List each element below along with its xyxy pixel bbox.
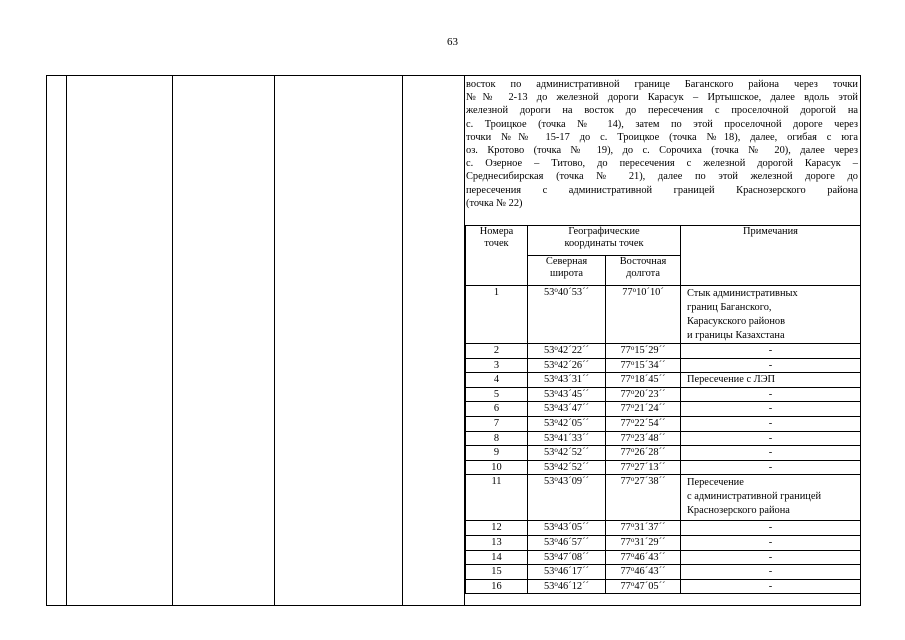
latitude-cell: $53^о41´33´´$ (528, 431, 606, 446)
note-line: - (768, 417, 773, 429)
note-cell (681, 416, 861, 431)
point-number: 15 (466, 565, 528, 580)
note-line: - (768, 551, 773, 563)
note-cell (681, 286, 861, 344)
note-line: Пересечение с ЛЭП (687, 374, 776, 386)
paragraph-line: точки №№ 15-17 до с. Троицкое (точка №18), далее, огибая с юга (466, 131, 858, 143)
coordinates-table (465, 225, 861, 594)
latitude-cell: $53^о42´26´´$ (528, 358, 606, 373)
point-number: 2 (466, 344, 528, 359)
longitude-cell: $77^о20´23´´$ (606, 387, 681, 402)
longitude-cell: $77^о26´28´´$ (606, 446, 681, 461)
longitude-cell: $77^о15´29´´$ (606, 344, 681, 359)
latitude-cell: $53^о46´17´´$ (528, 565, 606, 580)
note-cell (681, 402, 861, 417)
latitude-cell: $53^о40´53´´$ (528, 286, 606, 344)
paragraph-line: №№ 2-13 до железной дороги Карасук – Иртышское, далее вдоль этой (466, 92, 858, 104)
note-line: - (768, 522, 773, 534)
latitude-cell: $53^о42´52´´$ (528, 460, 606, 475)
point-number: 9 (466, 446, 528, 461)
note-line: - (768, 403, 773, 415)
point-number: 11 (466, 475, 528, 521)
table-row (466, 535, 861, 550)
table-row (466, 358, 861, 373)
note-line: - (768, 345, 773, 356)
point-number: 14 (466, 550, 528, 565)
longitude-cell: $77^о46´43´´$ (606, 565, 681, 580)
note-line: - (768, 461, 773, 473)
latitude-cell: $53^о43´09´´$ (528, 475, 606, 521)
paragraph-line: с. Троицкое (точка № 14), затем по этой проселочной дороге через (466, 118, 858, 130)
point-number: 16 (466, 579, 528, 594)
point-number: 5 (466, 387, 528, 402)
longitude-cell: $77^о27´38´´$ (606, 475, 681, 521)
longitude-cell: $77^о46´43´´$ (606, 550, 681, 565)
table-row (466, 446, 861, 461)
point-number: 13 (466, 535, 528, 550)
longitude-cell: $77^о31´37´´$ (606, 521, 681, 536)
longitude-cell: $77^о31´29´´$ (606, 535, 681, 550)
table-row (466, 373, 861, 388)
note-cell (681, 565, 861, 580)
note-cell (681, 358, 861, 373)
note-cell (681, 521, 861, 536)
table-row (466, 460, 861, 475)
table-row (466, 344, 861, 359)
latitude-cell: $53^о46´12´´$ (528, 579, 606, 594)
header-coordinates: Географические координаты точек (528, 226, 681, 256)
note-line: - (768, 388, 773, 400)
note-line: границ Баганского, (687, 302, 772, 313)
note-line: - (768, 447, 773, 459)
longitude-cell: $77^о21´24´´$ (606, 402, 681, 417)
boundary-description (466, 78, 858, 210)
note-line: - (768, 432, 773, 444)
paragraph-line: оз. Кротово (точка № 19), до с. Сорочиха (точка № 20), далее через (466, 145, 858, 157)
header-notes: Примечания (681, 226, 861, 286)
note-cell (681, 431, 861, 446)
paragraph-line: пересечения с административной границей Краснозерского района (466, 184, 858, 196)
table-row (466, 416, 861, 431)
latitude-cell: $53^о46´57´´$ (528, 535, 606, 550)
point-number: 10 (466, 460, 528, 475)
column-divider (172, 75, 173, 606)
latitude-cell: $53^о43´31´´$ (528, 373, 606, 388)
note-cell (681, 460, 861, 475)
page-number: 63 (447, 36, 458, 48)
note-cell (681, 387, 861, 402)
note-cell (681, 373, 861, 388)
table-row (466, 475, 861, 521)
point-number: 3 (466, 358, 528, 373)
table-row (466, 286, 861, 344)
note-cell (681, 475, 861, 521)
note-cell (681, 446, 861, 461)
note-line: - (768, 566, 773, 578)
longitude-cell: $77^о18´45´´$ (606, 373, 681, 388)
header-longitude: Восточная долгота (606, 256, 681, 286)
table-row (466, 431, 861, 446)
paragraph-line: железной дороги на восток до пересечения с проселочной дорогой на (466, 105, 858, 117)
latitude-cell: $53^о43´45´´$ (528, 387, 606, 402)
note-line: - (768, 580, 773, 592)
table-row (466, 521, 861, 536)
table-row (466, 565, 861, 580)
latitude-cell: $53^о47´08´´$ (528, 550, 606, 565)
point-number: 8 (466, 431, 528, 446)
paragraph-line: (точка № 22) (466, 197, 523, 209)
longitude-cell: $77^о15´34´´$ (606, 358, 681, 373)
latitude-cell: $53^о43´47´´$ (528, 402, 606, 417)
latitude-cell: $53^о42´22´´$ (528, 344, 606, 359)
note-cell (681, 550, 861, 565)
point-number: 7 (466, 416, 528, 431)
note-line: с административной границей (687, 491, 822, 503)
point-number: 12 (466, 521, 528, 536)
point-number: 4 (466, 373, 528, 388)
longitude-cell: $77^о47´05´´$ (606, 579, 681, 594)
note-cell (681, 579, 861, 594)
latitude-cell: $53^о42´52´´$ (528, 446, 606, 461)
column-divider (66, 75, 67, 606)
note-line: Карасукского районов (687, 316, 786, 327)
longitude-cell: $77^о27´13´´$ (606, 460, 681, 475)
longitude-cell: $77^о23´48´´$ (606, 431, 681, 446)
paragraph-line: восток по административной границе Баганского района через точки (466, 79, 858, 90)
note-line: и границы Казахстана (687, 330, 785, 341)
point-number: 6 (466, 402, 528, 417)
paragraph-line: Среднесибирская (точка № 21), далее по этой железной дороге до (466, 171, 858, 183)
column-divider (402, 75, 403, 606)
table-row (466, 579, 861, 594)
table-row (466, 550, 861, 565)
longitude-cell: $77^о22´54´´$ (606, 416, 681, 431)
note-line: - (768, 536, 773, 548)
note-line: Стык административных (687, 288, 798, 299)
latitude-cell: $53^о42´05´´$ (528, 416, 606, 431)
header-points: Номера точек (466, 226, 528, 286)
column-divider (274, 75, 275, 606)
note-cell (681, 344, 861, 359)
table-row (466, 387, 861, 402)
note-line: Пересечение (687, 477, 744, 489)
note-line: - (768, 359, 773, 371)
header-latitude: Северная широта (528, 256, 606, 286)
note-line: Краснозерского района (687, 505, 790, 517)
point-number: 1 (466, 286, 528, 344)
latitude-cell: $53^о43´05´´$ (528, 521, 606, 536)
paragraph-line: с. Озерное – Титово, до пересечения с железной дорогой Карасук – (466, 158, 858, 170)
longitude-cell: $77^о10´10´$ (606, 286, 681, 344)
table-row (466, 402, 861, 417)
note-cell (681, 535, 861, 550)
